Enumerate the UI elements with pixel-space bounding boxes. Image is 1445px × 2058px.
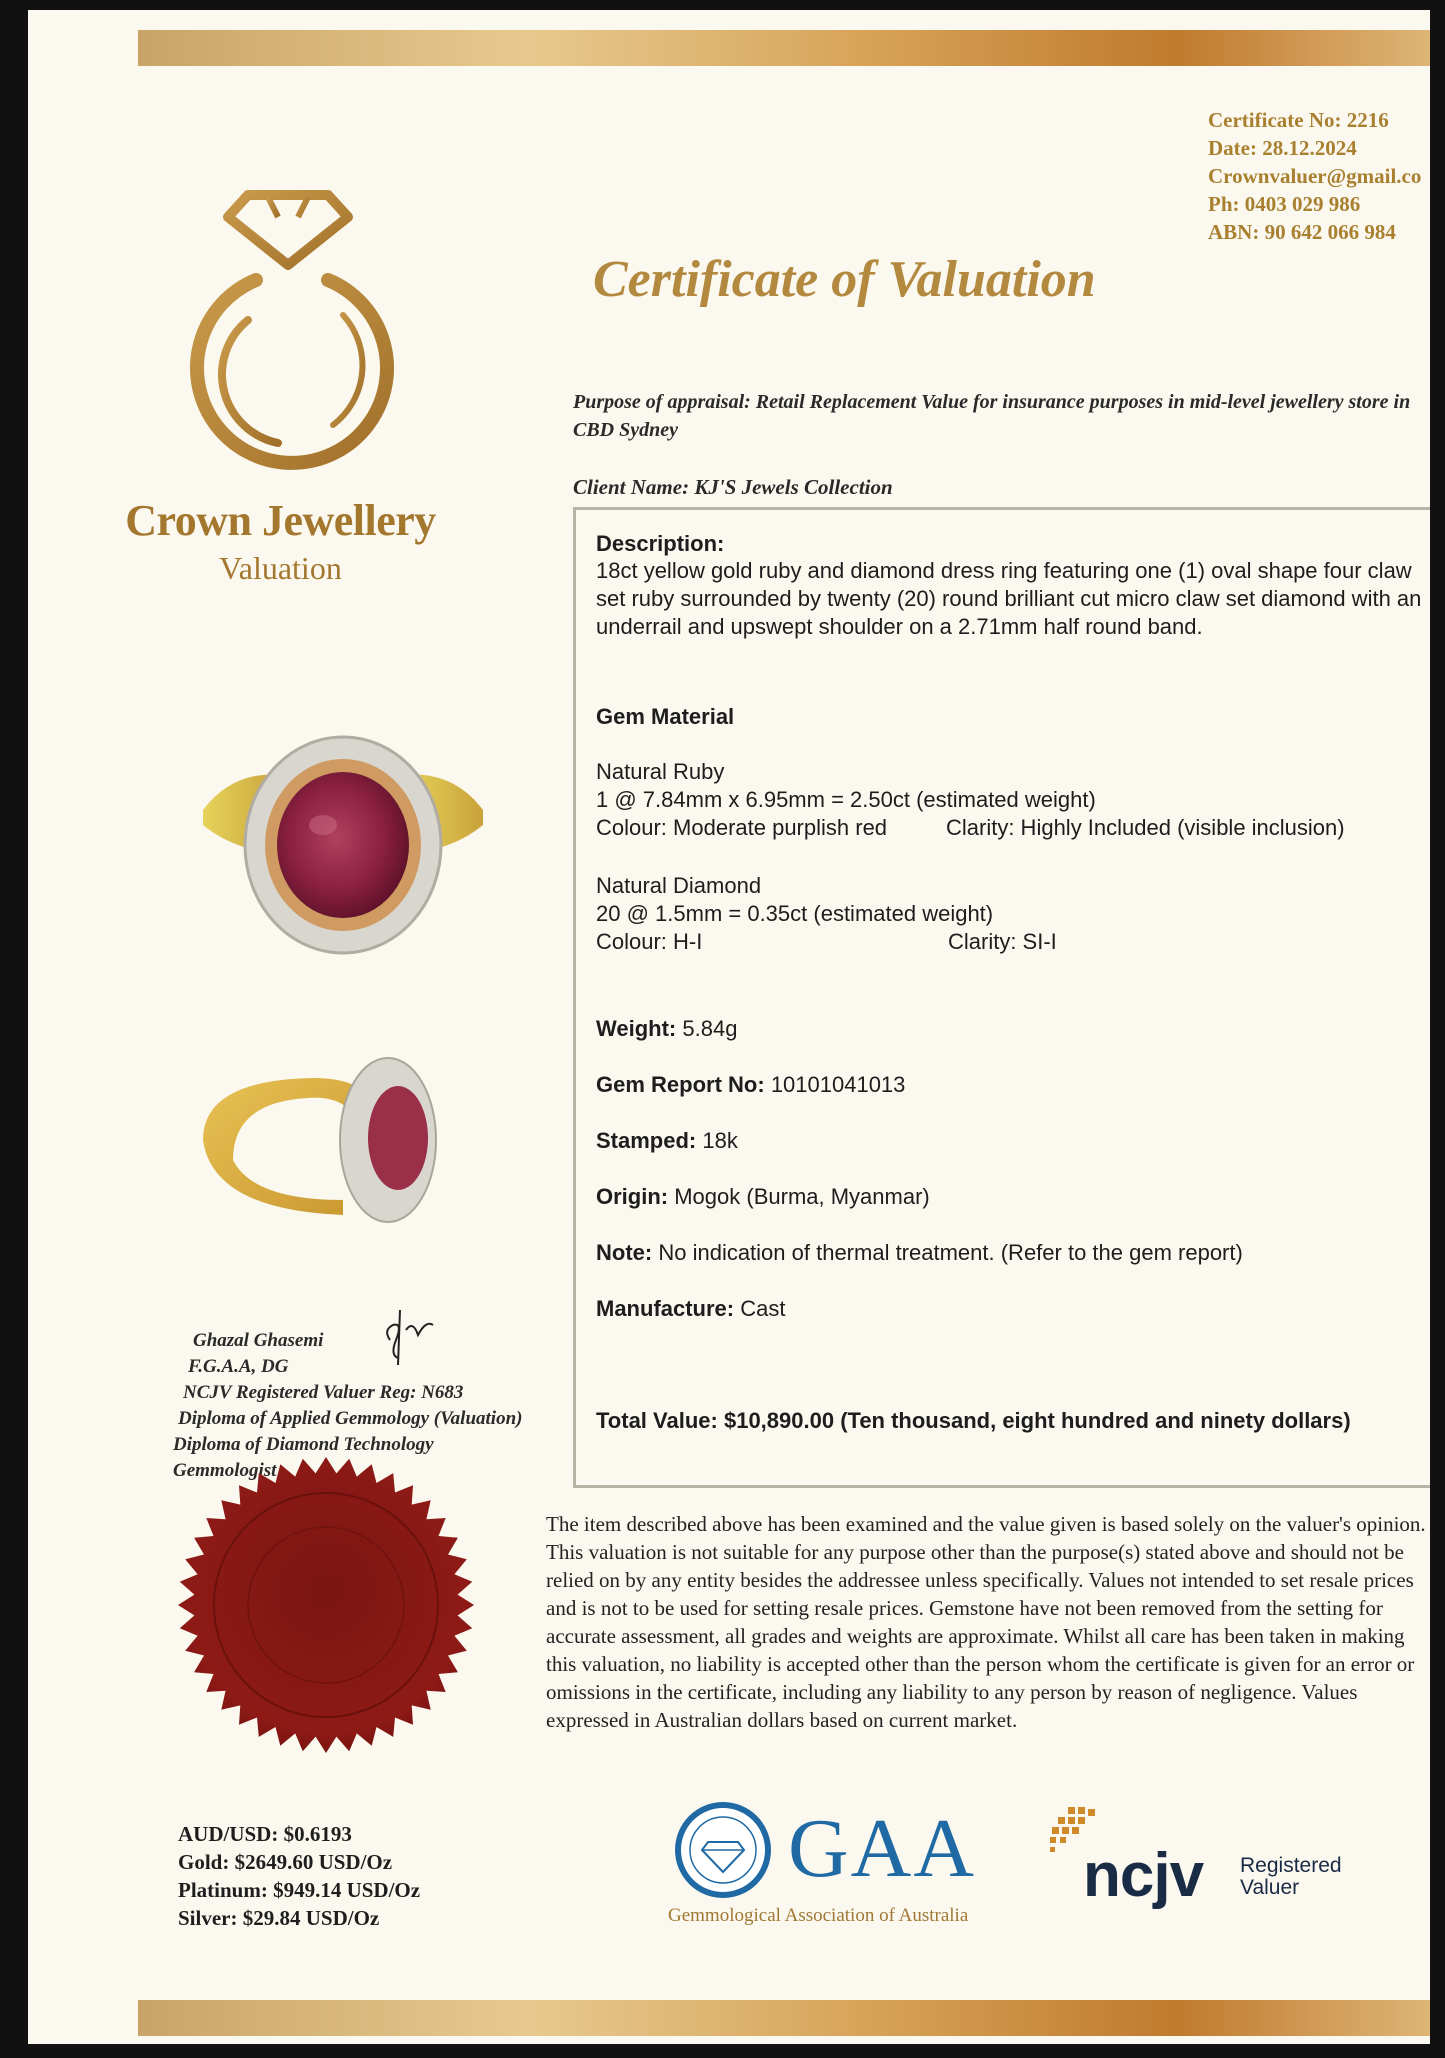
certificate-info bbox=[1208, 106, 1421, 246]
valuer-registration: NCJV Registered Valuer Reg: N683 bbox=[183, 1382, 464, 1403]
ncjv-valuer: Valuer bbox=[1240, 1876, 1300, 1899]
total-value-label: Total Value: bbox=[596, 1408, 718, 1433]
stamped-value: 18k bbox=[702, 1128, 738, 1153]
ruby-colour: Colour: Moderate purplish red bbox=[596, 815, 888, 840]
origin-value: Mogok (Burma, Myanmar) bbox=[674, 1184, 930, 1209]
gem-report-label: Gem Report No: bbox=[596, 1072, 765, 1097]
platinum-price: Platinum: $949.14 USD/Oz bbox=[178, 1878, 421, 1902]
brand-name: Crown Jewellery bbox=[125, 496, 436, 545]
gold-price: Gold: $2649.60 USD/Oz bbox=[178, 1850, 393, 1874]
note-label: Note: bbox=[596, 1240, 653, 1265]
gaa-emblem-icon bbox=[668, 1800, 778, 1900]
ncjv-logo-text: ncjv bbox=[1083, 1841, 1204, 1910]
weight-row bbox=[596, 1015, 737, 1043]
certificate-email: Crownvaluer@gmail.co bbox=[1208, 164, 1422, 188]
gaa-logo-text: GAA bbox=[788, 1802, 976, 1895]
ruby-clarity: Clarity: Highly Included (visible inclusion) bbox=[946, 815, 1345, 840]
note-row bbox=[596, 1239, 1243, 1267]
valuer-role: Gemmologist bbox=[173, 1460, 277, 1481]
manufacture-value: Cast bbox=[740, 1296, 786, 1321]
weight-value: 5.84g bbox=[682, 1016, 738, 1041]
certificate-date: Date: 28.12.2024 bbox=[1208, 136, 1357, 160]
stamped-row bbox=[596, 1127, 738, 1155]
valuer-quals: F.G.A.A, DG bbox=[188, 1356, 289, 1377]
description-text: 18ct yellow gold ruby and diamond dress ring featuring one (1) oval shape four claw set ruby surrounded by twenty (20) round brilliant cut micro claw set diamond with an underrail and upswept shoulder on a 2.71mm half round band. bbox=[596, 558, 1422, 639]
disclaimer-text: The item described above has been examined and the value given is based solely on the valuer's opinion. This valuation is not suitable for any purpose other than the purpose(s) stated above and should not be relied on by any entity besides the addressee unless specifically. Values not intended to set resale prices and is not to be used for setting resale prices. Gemstone have not been removed from the setting for accurate assessment, all grades and weights are approximate. Whilst all care has been taken in making this valuation, no liability is accepted other than the person whom the certificate is given for an error or omissions in the certificate, including any liability to any person by reason of negligence. Values expressed in Australian dollars based on current market. bbox=[546, 1512, 1426, 1732]
gem-report-value: 10101041013 bbox=[770, 1072, 906, 1097]
description-label: Description: bbox=[596, 531, 725, 556]
origin-row bbox=[596, 1183, 930, 1211]
diamond-clarity: Clarity: SI-I bbox=[948, 929, 1057, 954]
ncjv-registered-valuer bbox=[1240, 1855, 1342, 1899]
valuer-diploma-2: Diploma of Diamond Technology bbox=[173, 1434, 434, 1455]
manufacture-label: Manufacture: bbox=[596, 1296, 735, 1321]
certificate-page bbox=[28, 10, 1430, 2044]
client-name: Client Name: KJ'S Jewels Collection bbox=[573, 475, 893, 499]
silver-price: Silver: $29.84 USD/Oz bbox=[178, 1906, 380, 1930]
stamped-label: Stamped: bbox=[596, 1128, 697, 1153]
certificate-phone: Ph: 0403 029 986 bbox=[1208, 192, 1361, 216]
ring-top-view-photo bbox=[193, 730, 493, 980]
valuer-name: Ghazal Ghasemi bbox=[193, 1330, 324, 1351]
certificate-number: Certificate No: 2216 bbox=[1208, 108, 1389, 132]
bottom-gold-bar bbox=[138, 2000, 1430, 2036]
diamond-name: Natural Diamond bbox=[596, 873, 762, 898]
wax-seal-icon bbox=[176, 1455, 476, 1755]
manufacture-row bbox=[596, 1295, 786, 1323]
ruby-name: Natural Ruby bbox=[596, 759, 725, 784]
crown-ring-logo-icon bbox=[178, 185, 398, 485]
valuer-diploma-1: Diploma of Applied Gemmology (Valuation) bbox=[178, 1408, 523, 1429]
page-title: Certificate of Valuation bbox=[593, 251, 1096, 308]
purpose-of-appraisal: Purpose of appraisal: Retail Replacement Value for insurance purposes in mid-level jewellery store in CBD Sydney bbox=[573, 391, 1411, 441]
gem-material-label: Gem Material bbox=[596, 704, 735, 729]
weight-label: Weight: bbox=[596, 1016, 677, 1041]
ring-side-view-photo bbox=[193, 1050, 453, 1240]
total-value-row bbox=[596, 1407, 1351, 1435]
metal-prices bbox=[178, 1820, 420, 1932]
origin-label: Origin: bbox=[596, 1184, 669, 1209]
note-value: No indication of thermal treatment. (Refer to the gem report) bbox=[658, 1240, 1243, 1265]
gem-report-row bbox=[596, 1071, 905, 1099]
diamond-size: 20 @ 1.5mm = 0.35ct (estimated weight) bbox=[596, 901, 994, 926]
signature-icon bbox=[378, 1300, 458, 1370]
diamond-colour: Colour: H-I bbox=[596, 929, 703, 954]
top-gold-bar bbox=[138, 30, 1430, 66]
total-value: $10,890.00 (Ten thousand, eight hundred and ninety dollars) bbox=[723, 1408, 1351, 1433]
brand-sub: Valuation bbox=[219, 550, 342, 586]
aud-usd-rate: AUD/USD: $0.6193 bbox=[178, 1822, 352, 1846]
gaa-full-name: Gemmological Association of Australia bbox=[668, 1905, 969, 1926]
certificate-abn: ABN: 90 642 066 984 bbox=[1208, 220, 1396, 244]
description-box bbox=[573, 507, 1430, 1488]
ruby-size: 1 @ 7.84mm x 6.95mm = 2.50ct (estimated weight) bbox=[596, 787, 1096, 812]
ncjv-registered: Registered bbox=[1240, 1854, 1342, 1877]
